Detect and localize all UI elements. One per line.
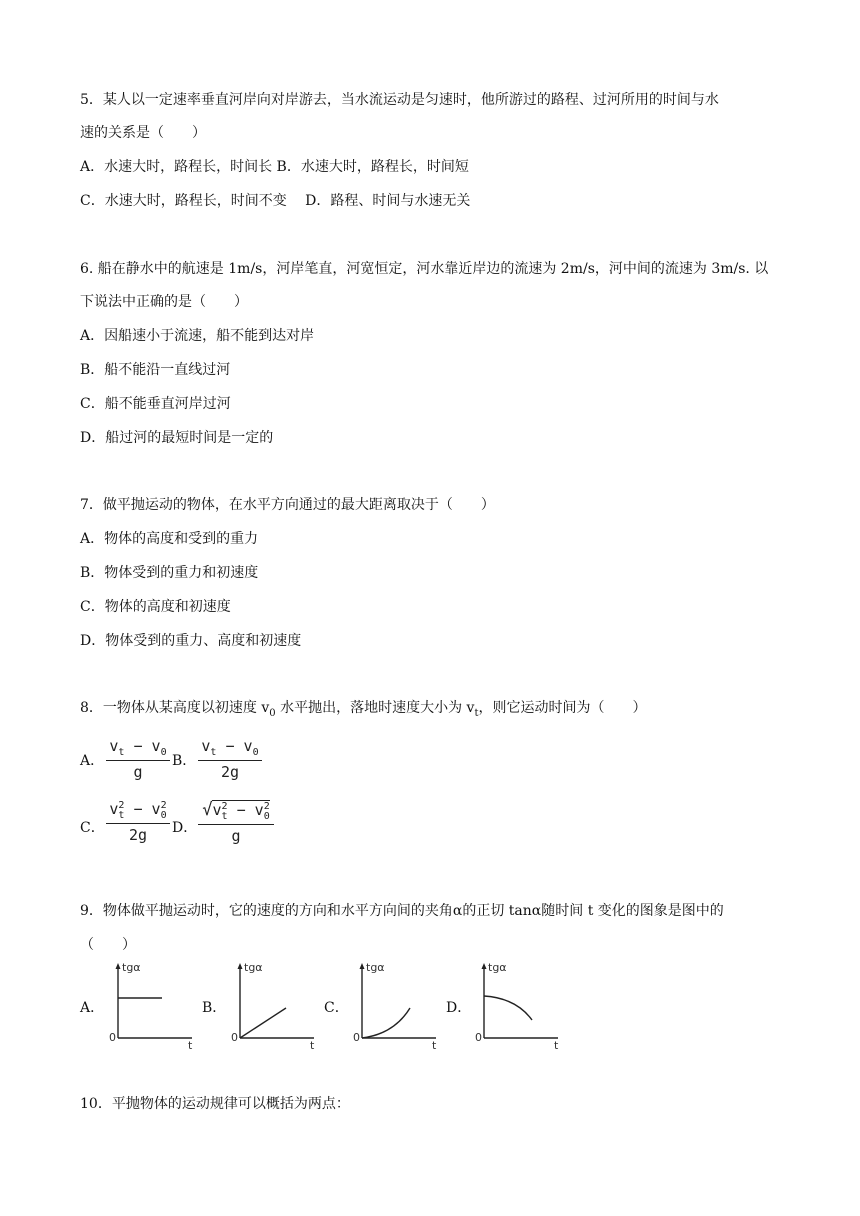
graph-d-svg [466,960,576,1050]
graph-c-curve [362,1008,410,1038]
q9-option-b-label: B． [202,1000,227,1016]
q9-graph-c [344,960,454,1050]
graph-d-xlabel: t [554,1039,559,1050]
graph-d-origin: 0 [475,1031,482,1044]
q8-option-b-formula: $v_t - v_0$ 2g [198,737,262,781]
q9-graph-b [222,960,332,1050]
q7-option-c: C．物体的高度和初速度 [80,599,231,615]
q7-option-a: A．物体的高度和受到的重力 [80,531,259,547]
graph-b-xlabel: t [310,1039,315,1050]
q9-graph-a [100,960,210,1050]
q9-stem-line1: 9．物体做平抛运动时，它的速度的方向和水平方向间的夹角α的正切 tanα随时间 t 变化的图象是图中的 [80,903,724,919]
q5-options-line1: A．水速大时，路程长，时间长 B．水速大时，路程长，时间短 [80,159,469,175]
graph-b-ylabel: tgα [244,961,263,974]
graph-c-xlabel: t [432,1039,437,1050]
graph-c-svg [344,960,454,1050]
q7-option-b: B．物体受到的重力和初速度 [80,565,259,581]
q5-stem-line2: 速的关系是（ ） [80,125,206,141]
q8-option-c-label: C． [80,820,105,836]
q8-option-c-formula: $v^2_t - v^2_0$ 2g [106,800,170,844]
q8-option-a-formula: $v_t - v_0$ g [106,737,170,781]
q8-option-d-formula: $√v^2_t - v^2_0$ g [198,800,274,845]
q6-option-c: C．船不能垂直河岸过河 [80,396,231,412]
q7-stem: 7．做平抛运动的物体，在水平方向通过的最大距离取决于（ ） [80,497,495,513]
graph-c-ylabel: tgα [366,961,385,974]
q7-option-d: D．物体受到的重力、高度和初速度 [80,633,302,649]
q8-option-a-label: A． [80,753,105,769]
graph-a-xlabel: t [188,1039,193,1050]
q5-options-line2: C．水速大时，路程长，时间不变 D．路程、时间与水速无关 [80,193,471,209]
q9-option-d-label: D． [446,1000,472,1016]
graph-a-ylabel: tgα [122,961,141,974]
graph-b-svg [222,960,332,1050]
q6-option-a: A．因船速小于流速，船不能到达对岸 [80,328,315,344]
graph-a-svg [100,960,210,1050]
q6-stem-line1: 6. 船在静水中的航速是 1m/s，河岸笔直，河宽恒定，河水靠近岸边的流速为 2m/s，河中间的流速为 3m/s. 以 [80,261,769,277]
graph-a-origin: 0 [109,1031,116,1044]
graph-b-curve [240,1008,286,1038]
q6-stem-line2: 下说法中正确的是（ ） [80,294,248,310]
q9-graph-d [466,960,576,1050]
graph-d-ylabel: tgα [488,961,507,974]
graph-d-curve [484,996,532,1020]
graph-c-origin: 0 [353,1031,360,1044]
q8-option-d-label: D． [172,820,198,836]
q9-option-c-label: C． [324,1000,349,1016]
q8-stem: 8．一物体从某高度以初速度 $v_0$ 水平抛出，落地时速度大小为 $v_t$，则它运动时间为（ ） [80,700,647,719]
q5-stem-line1: 5．某人以一定速率垂直河岸向对岸游去，当水流运动是匀速时，他所游过的路程、过河所用的时间与水 [80,92,719,108]
q10-stem: 10．平抛物体的运动规律可以概括为两点： [80,1096,350,1112]
q9-option-a-label: A． [80,1000,105,1016]
q6-option-d: D．船过河的最短时间是一定的 [80,430,274,446]
q8-option-b-label: B． [172,753,197,769]
graph-b-origin: 0 [231,1031,238,1044]
q6-option-b: B．船不能沿一直线过河 [80,362,231,378]
q9-stem-line2: （ ） [80,937,136,953]
